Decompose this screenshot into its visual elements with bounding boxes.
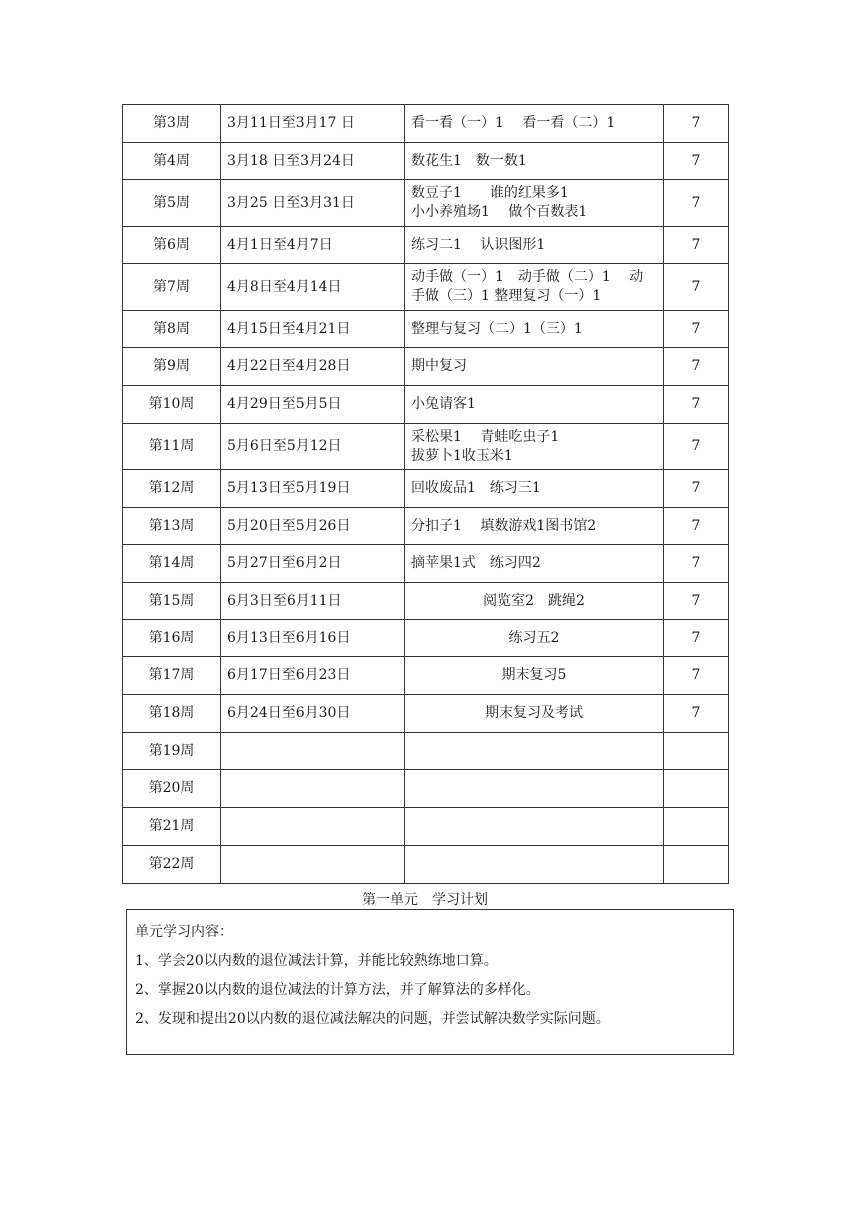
hours-cell — [664, 770, 729, 808]
date-range-cell — [221, 808, 405, 846]
lesson-content-cell — [405, 846, 664, 884]
table-row — [123, 583, 729, 620]
table-row — [123, 770, 729, 808]
unit-plan-caption: 第一单元 学习计划 — [362, 892, 488, 908]
table-row — [123, 620, 729, 657]
lesson-content-cell: 摘苹果1式 练习四2 — [405, 545, 664, 583]
table-row — [123, 470, 729, 508]
date-range-cell: 5月6日至5月12日 — [221, 424, 405, 470]
week-cell: 第4周 — [123, 143, 221, 180]
date-range-cell: 4月29日至5月5日 — [221, 386, 405, 424]
week-cell: 第15周 — [123, 583, 221, 620]
week-cell: 第9周 — [123, 348, 221, 386]
unit-plan-box — [126, 909, 734, 1055]
hours-cell: 7 — [664, 227, 729, 264]
hours-cell: 7 — [664, 264, 729, 311]
date-range-cell: 3月18 日至3月24日 — [221, 143, 405, 180]
lesson-content-cell — [405, 733, 664, 770]
date-range-cell — [221, 846, 405, 884]
hours-cell — [664, 846, 729, 884]
unit-plan-heading: 单元学习内容： — [135, 924, 233, 940]
hours-cell: 7 — [664, 311, 729, 348]
unit-plan-item: 1、学会20以内数的退位减法计算，并能比较熟练地口算。 — [135, 953, 498, 969]
week-cell: 第19周 — [123, 733, 221, 770]
table-row — [123, 386, 729, 424]
week-cell: 第13周 — [123, 508, 221, 545]
date-range-cell — [221, 770, 405, 808]
hours-cell — [664, 808, 729, 846]
lesson-content-cell: 期中复习 — [405, 348, 664, 386]
week-cell: 第18周 — [123, 695, 221, 733]
lesson-content-cell: 阅览室2 跳绳2 — [405, 583, 664, 620]
hours-cell: 7 — [664, 657, 729, 695]
lesson-content-cell: 小兔请客1 — [405, 386, 664, 424]
lesson-content-cell: 分扣子1 填数游戏1图书馆2 — [405, 508, 664, 545]
week-cell: 第20周 — [123, 770, 221, 808]
lesson-content-cell: 期末复习5 — [405, 657, 664, 695]
hours-cell: 7 — [664, 583, 729, 620]
week-cell: 第10周 — [123, 386, 221, 424]
date-range-cell: 4月1日至4月7日 — [221, 227, 405, 264]
lesson-content-cell: 整理与复习（二）1（三）1 — [405, 311, 664, 348]
hours-cell: 7 — [664, 105, 729, 143]
unit-plan-item: 2、发现和提出20以内数的退位减法解决的问题，并尝试解决数学实际问题。 — [135, 1011, 610, 1027]
hours-cell: 7 — [664, 545, 729, 583]
week-cell: 第17周 — [123, 657, 221, 695]
hours-cell: 7 — [664, 348, 729, 386]
hours-cell: 7 — [664, 470, 729, 508]
table-row — [123, 424, 729, 470]
lesson-content-cell — [405, 770, 664, 808]
week-cell: 第3周 — [123, 105, 221, 143]
lesson-content-line: 采松果1 青蛙吃虫子1 — [411, 428, 560, 445]
lesson-content-line: 小小养殖场1 做个百数表1 — [411, 204, 588, 220]
hours-cell: 7 — [664, 386, 729, 424]
table-row — [123, 264, 729, 311]
lesson-content-cell: 期末复习及考试 — [405, 695, 664, 733]
lesson-content-cell: 练习五2 — [405, 620, 664, 657]
date-range-cell: 6月17日至6月23日 — [221, 657, 405, 695]
lesson-content-line: 数豆子1 谁的红果多1 — [411, 185, 569, 201]
week-cell: 第8周 — [123, 311, 221, 348]
lesson-content-line: 拔萝卜1收玉米1 — [411, 447, 513, 464]
lesson-content-line: 动手做（一）1 动手做（二）1 动 — [411, 269, 644, 285]
table-row — [123, 657, 729, 695]
date-range-cell: 5月27日至6月2日 — [221, 545, 405, 583]
hours-cell: 7 — [664, 695, 729, 733]
table-row — [123, 143, 729, 180]
date-range-cell: 6月3日至6月11日 — [221, 583, 405, 620]
date-range-cell: 4月15日至4月21日 — [221, 311, 405, 348]
table-row — [123, 545, 729, 583]
table-row — [123, 808, 729, 846]
hours-cell: 7 — [664, 620, 729, 657]
date-range-cell: 6月24日至6月30日 — [221, 695, 405, 733]
week-cell: 第11周 — [123, 424, 221, 470]
lesson-content-cell: 看一看（一）1 看一看（二）1 — [405, 105, 664, 143]
lesson-content-cell — [405, 808, 664, 846]
week-cell: 第5周 — [123, 180, 221, 227]
table-row — [123, 311, 729, 348]
lesson-content-cell: 练习二1 认识图形1 — [405, 227, 664, 264]
hours-cell: 7 — [664, 508, 729, 545]
table-row — [123, 105, 729, 143]
week-cell: 第7周 — [123, 264, 221, 311]
date-range-cell: 5月13日至5月19日 — [221, 470, 405, 508]
table-row — [123, 508, 729, 545]
table-row — [123, 180, 729, 227]
week-cell: 第6周 — [123, 227, 221, 264]
date-range-cell: 3月11日至3月17 日 — [221, 105, 405, 143]
table-row — [123, 733, 729, 770]
date-range-cell: 5月20日至5月26日 — [221, 508, 405, 545]
table-row — [123, 846, 729, 884]
lesson-content-cell: 数花生1 数一数1 — [405, 143, 664, 180]
week-cell: 第16周 — [123, 620, 221, 657]
week-cell: 第21周 — [123, 808, 221, 846]
lesson-content-cell — [405, 264, 664, 311]
hours-cell: 7 — [664, 180, 729, 227]
week-cell: 第14周 — [123, 545, 221, 583]
table-row — [123, 348, 729, 386]
unit-plan-item: 2、掌握20以内数的退位减法的计算方法，并了解算法的多样化。 — [135, 982, 540, 998]
date-range-cell: 4月22日至4月28日 — [221, 348, 405, 386]
lesson-content-cell — [405, 180, 664, 227]
table-row — [123, 695, 729, 733]
hours-cell — [664, 733, 729, 770]
hours-cell: 7 — [664, 143, 729, 180]
week-cell: 第12周 — [123, 470, 221, 508]
lesson-content-line: 手做（三）1 整理复习（一）1 — [411, 288, 602, 304]
week-cell: 第22周 — [123, 846, 221, 884]
lesson-content-cell: 回收废品1 练习三1 — [405, 470, 664, 508]
date-range-cell: 3月25 日至3月31日 — [221, 180, 405, 227]
table-row — [123, 227, 729, 264]
hours-cell: 7 — [664, 424, 729, 470]
date-range-cell: 6月13日至6月16日 — [221, 620, 405, 657]
schedule-table — [122, 104, 729, 884]
date-range-cell: 4月8日至4月14日 — [221, 264, 405, 311]
lesson-content-cell — [405, 424, 664, 470]
date-range-cell — [221, 733, 405, 770]
